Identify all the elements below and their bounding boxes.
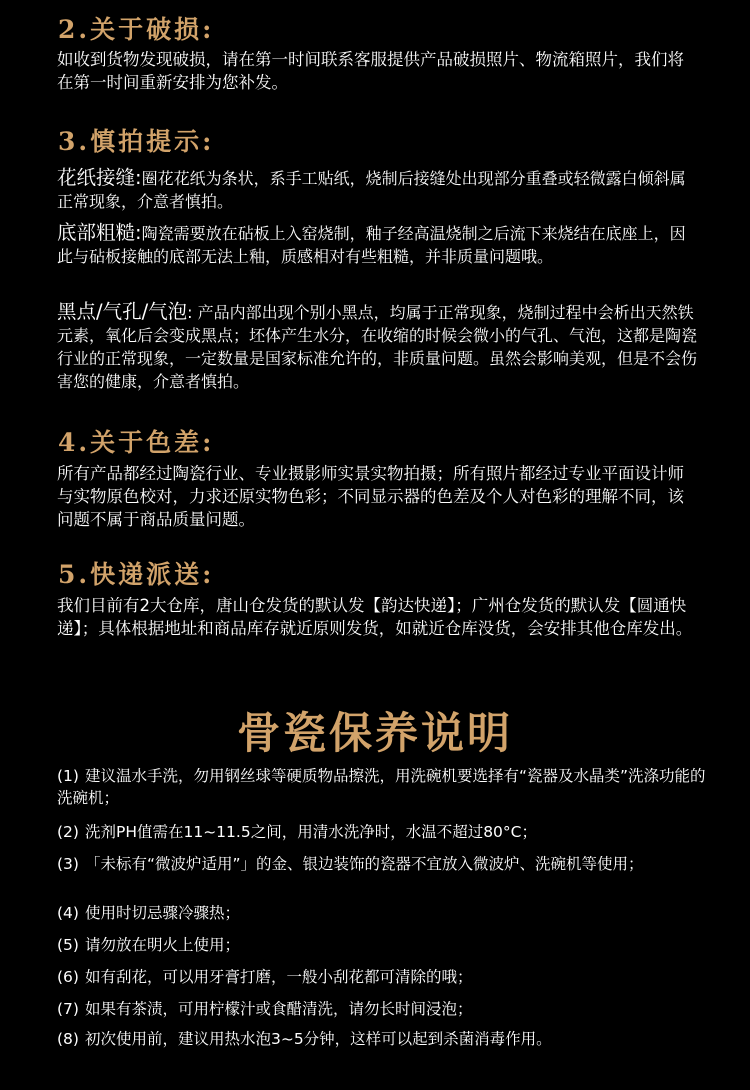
section-body-color: 所有产品都经过陶瓷行业、专业摄影师实景实物拍摄；所有照片都经过专业平面设计师与实物原色校对，力求还原实物色彩；不同显示器的色差及个人对色彩的理解不同，该问题不属于商品质量问题。 [57,464,684,529]
care-item-number: (8) [57,1030,79,1048]
care-item-number: (1) [57,767,79,785]
care-item-number: (4) [57,904,79,922]
caution-text: 圈花花纸为条状，系手工贴纸，烧制后接缝处出现部分重叠或轻微露白倾斜属正常现象，介意者慎拍。 [57,169,686,211]
care-item [57,765,707,809]
section-title-caution: 3.慎拍提示: [58,127,215,156]
care-item [57,853,707,875]
care-item [57,966,707,988]
section-title-delivery: 5.快递派送: [58,560,215,589]
care-item-text: 如有刮花，可以用牙膏打磨，一般小刮花都可清除的哦； [84,968,473,986]
care-item [57,1028,707,1050]
section-body-delivery: 我们目前有2大仓库，唐山仓发货的默认发【韵达快递】；广州仓发货的默认发【圆通快递】；具体根据地址和商品库存就近原则发货，如就近仓库没货，会安排其他仓库发出。 [57,596,693,638]
caution-label: 花纸接缝: [57,166,142,189]
care-item-number: (5) [57,936,79,954]
caution-label: 底部粗糙: [57,221,142,244]
care-item [57,821,707,843]
care-item-text: 请勿放在明火上使用； [84,936,240,954]
care-item-text: 洗剂PH值需在11~11.5之间，用清水洗净时，水温不超过80°C； [84,823,537,841]
section-title-color: 4.关于色差: [58,428,215,457]
care-item [57,934,707,956]
care-item-number: (7) [57,1000,79,1018]
caution-item-bottom [57,221,697,268]
care-item-text: 使用时切忌骤冷骤热； [84,904,240,922]
care-item-text: 建议温水手洗，勿用钢丝球等硬质物品擦洗，用洗碗机要选择有“瓷器及水晶类”洗涤功能的洗碗机； [57,767,706,807]
care-item-number: (2) [57,823,79,841]
care-title: 骨瓷保养说明 [237,709,513,759]
caution-item-seam [57,166,697,213]
caution-text: : 产品内部出现个别小黑点，均属于正常现象，烧制过程中会析出天然铁元素，氧化后会变成黑点；坯体产生水分，在收缩的时候会微小的气孔、气泡，这都是陶瓷行业的正常现象，一定数量是国家标准允许的，非质量问题。虽然会影响美观，但是不会伤害您的健康，介意者慎拍。 [57,303,698,391]
section-title-damage: 2.关于破损: [58,15,215,44]
care-item [57,902,707,924]
care-item-text: 「未标有“微波炉适用”」的金、银边装饰的瓷器不宜放入微波炉、洗碗机等使用； [84,855,644,873]
caution-item-spots [57,300,697,393]
care-item-number: (3) [57,855,79,873]
caution-label: 黑点/气孔/气泡 [57,300,188,323]
care-item-number: (6) [57,968,79,986]
care-item-text: 初次使用前，建议用热水泡3~5分钟，这样可以起到杀菌消毒作用。 [84,1030,552,1048]
caution-text: 陶瓷需要放在砧板上入窑烧制，釉子经高温烧制之后流下来烧结在底座上，因此与砧板接触的底部无法上釉，质感相对有些粗糙，并非质量问题哦。 [57,224,686,266]
care-item-text: 如果有茶渍，可用柠檬汁或食醋清洗，请勿长时间浸泡； [84,1000,473,1018]
care-item [57,998,707,1020]
section-body-damage: 如收到货物发现破损，请在第一时间联系客服提供产品破损照片、物流箱照片，我们将在第一时间重新安排为您补发。 [57,50,684,92]
